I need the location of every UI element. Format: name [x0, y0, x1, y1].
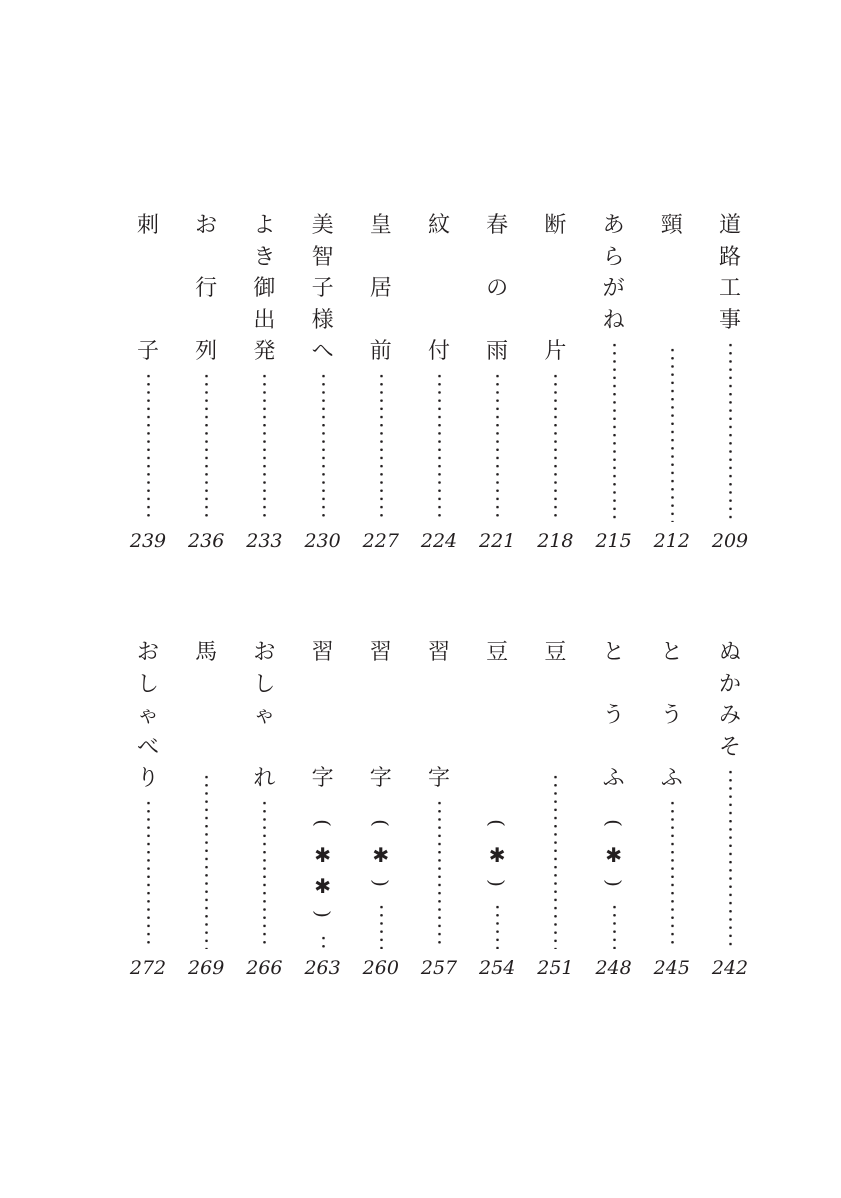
toc-entry[interactable]: [303, 214, 343, 560]
leader-dots: [438, 799, 441, 949]
title-char: き: [253, 244, 276, 270]
title-char: 前: [369, 339, 392, 364]
leader-dots: [554, 773, 557, 949]
title-char: 習: [369, 640, 392, 665]
page-number: 236: [188, 530, 225, 552]
toc-entry[interactable]: [652, 214, 692, 560]
leader-dots: [554, 372, 557, 522]
leader-dots: [147, 799, 150, 949]
page-number: 248: [595, 957, 632, 979]
page-number: 230: [304, 530, 341, 552]
title-char: 子: [136, 339, 159, 364]
asterisk: ✱: [314, 842, 331, 867]
title-char: 片: [544, 339, 567, 364]
title-char: 紋: [427, 213, 450, 238]
asterisk: ✱: [605, 842, 622, 867]
leader-dots: [263, 799, 266, 949]
toc-entry[interactable]: [477, 214, 517, 560]
paren-close: ): [310, 910, 335, 919]
title-char: 豆: [544, 640, 567, 665]
page-number: 257: [420, 957, 458, 979]
leader-dots: [322, 372, 325, 522]
title-char: 字: [311, 766, 334, 791]
title-char: り: [136, 766, 159, 791]
page-number: 215: [595, 530, 632, 552]
title-char: 発: [253, 339, 276, 364]
title-char: か: [718, 671, 741, 697]
title-char: と: [660, 640, 683, 665]
leader-dots: [263, 372, 266, 522]
toc-entry[interactable]: [594, 214, 634, 560]
leader-dots: [205, 372, 208, 522]
title-char: れ: [253, 766, 276, 791]
title-char: う: [660, 703, 683, 728]
title-char: 智: [311, 244, 334, 270]
paren-close: ): [485, 879, 510, 887]
page-number: 269: [188, 957, 225, 979]
title-char: の: [486, 276, 509, 301]
title-char: 刺: [136, 213, 159, 238]
title-char: ふ: [602, 766, 625, 791]
paren-close: ): [368, 879, 393, 887]
title-char: 習: [427, 640, 450, 665]
title-char: ふ: [660, 766, 683, 791]
title-char: ゃ: [136, 703, 159, 728]
toc-entry[interactable]: [419, 214, 459, 560]
title-char: 御: [253, 276, 276, 301]
page-number: 242: [711, 957, 749, 979]
title-char: お: [136, 640, 159, 665]
page-number: 272: [129, 957, 167, 979]
toc-entry[interactable]: [244, 214, 284, 560]
title-char: 頸: [660, 213, 683, 238]
paren-open: (: [601, 819, 626, 827]
title-char: 皇: [369, 213, 392, 238]
leader-dots: [671, 346, 674, 522]
title-char: 事: [718, 307, 741, 333]
title-char: 出: [253, 307, 276, 333]
paren-open: (: [368, 819, 393, 827]
title-char: 工: [718, 276, 741, 301]
page-number: 251: [537, 957, 574, 979]
title-char: 路: [718, 244, 741, 270]
toc-entry[interactable]: [361, 214, 401, 560]
toc-entry[interactable]: [128, 641, 168, 987]
page-number: 239: [129, 530, 167, 552]
page-number: 227: [362, 530, 399, 552]
title-char: 居: [369, 276, 392, 301]
leader-dots: [671, 799, 674, 949]
toc-entry[interactable]: [652, 641, 692, 987]
paren-close: ): [601, 879, 626, 887]
page-number: 221: [479, 530, 516, 552]
leader-dots: [322, 934, 325, 949]
page-number: 245: [653, 957, 690, 979]
toc-entry[interactable]: [710, 641, 750, 987]
title-char: 字: [369, 766, 392, 791]
asterisk: ✱: [488, 842, 506, 867]
toc-entry[interactable]: [186, 641, 226, 987]
page-number: 212: [653, 530, 690, 552]
title-char: お: [195, 213, 218, 238]
toc-entry[interactable]: [535, 641, 575, 987]
page-number: 209: [711, 530, 749, 552]
title-char: ぬ: [718, 640, 741, 665]
title-char: し: [136, 671, 159, 697]
page-number: 254: [479, 957, 516, 979]
leader-dots: [205, 773, 208, 949]
leader-dots: [729, 768, 732, 950]
leader-dots: [613, 903, 616, 949]
title-char: 様: [311, 307, 334, 333]
title-char: 付: [427, 339, 450, 364]
leader-dots: [147, 372, 150, 522]
toc-entry[interactable]: [303, 641, 343, 987]
title-char: 字: [427, 766, 450, 791]
leader-dots: [729, 341, 732, 523]
title-char: そ: [718, 734, 741, 760]
leader-dots: [380, 903, 383, 949]
toc-entry[interactable]: [535, 214, 575, 560]
title-char: 雨: [486, 339, 509, 364]
title-char: ね: [602, 307, 625, 333]
title-char: お: [253, 640, 276, 665]
page-number: 260: [362, 957, 399, 979]
leader-dots: [613, 341, 616, 523]
title-char: へ: [311, 339, 334, 364]
toc-entry[interactable]: [244, 641, 284, 987]
title-char: 豆: [486, 640, 509, 665]
title-char: 道: [718, 213, 741, 238]
asterisk: ✱: [314, 874, 331, 899]
toc-entry[interactable]: [710, 214, 750, 560]
title-char: ら: [602, 244, 625, 270]
title-char: よ: [253, 213, 276, 238]
title-char: み: [718, 703, 741, 728]
leader-dots: [496, 372, 499, 522]
title-char: ゃ: [253, 703, 276, 728]
toc-entry[interactable]: [477, 641, 517, 987]
title-char: 断: [544, 213, 567, 238]
paren-open: (: [485, 819, 510, 827]
page-number: 263: [304, 957, 341, 979]
title-char: が: [602, 276, 625, 301]
toc-entry[interactable]: [419, 641, 459, 987]
asterisk: ✱: [372, 842, 390, 867]
toc-entry[interactable]: [128, 214, 168, 560]
leader-dots: [380, 372, 383, 522]
leader-dots: [438, 372, 441, 522]
page-number: 233: [246, 530, 283, 552]
title-char: 美: [311, 213, 334, 238]
toc-entry[interactable]: [594, 641, 634, 987]
title-char: 列: [195, 339, 218, 364]
title-char: あ: [602, 213, 625, 238]
title-char: し: [253, 671, 276, 697]
title-char: 行: [195, 276, 218, 301]
title-char: う: [602, 703, 625, 728]
paren-open: (: [310, 819, 335, 827]
toc-entry[interactable]: [361, 641, 401, 987]
toc-entry[interactable]: [186, 214, 226, 560]
title-char: 習: [311, 640, 334, 665]
leader-dots: [496, 903, 499, 949]
title-char: と: [602, 640, 625, 665]
page-number: 266: [246, 957, 283, 979]
page-number: 224: [420, 530, 458, 552]
title-char: 春: [486, 213, 509, 238]
title-char: 馬: [195, 640, 218, 665]
title-char: べ: [136, 734, 159, 760]
page-number: 218: [537, 530, 574, 552]
title-char: 子: [311, 276, 334, 301]
